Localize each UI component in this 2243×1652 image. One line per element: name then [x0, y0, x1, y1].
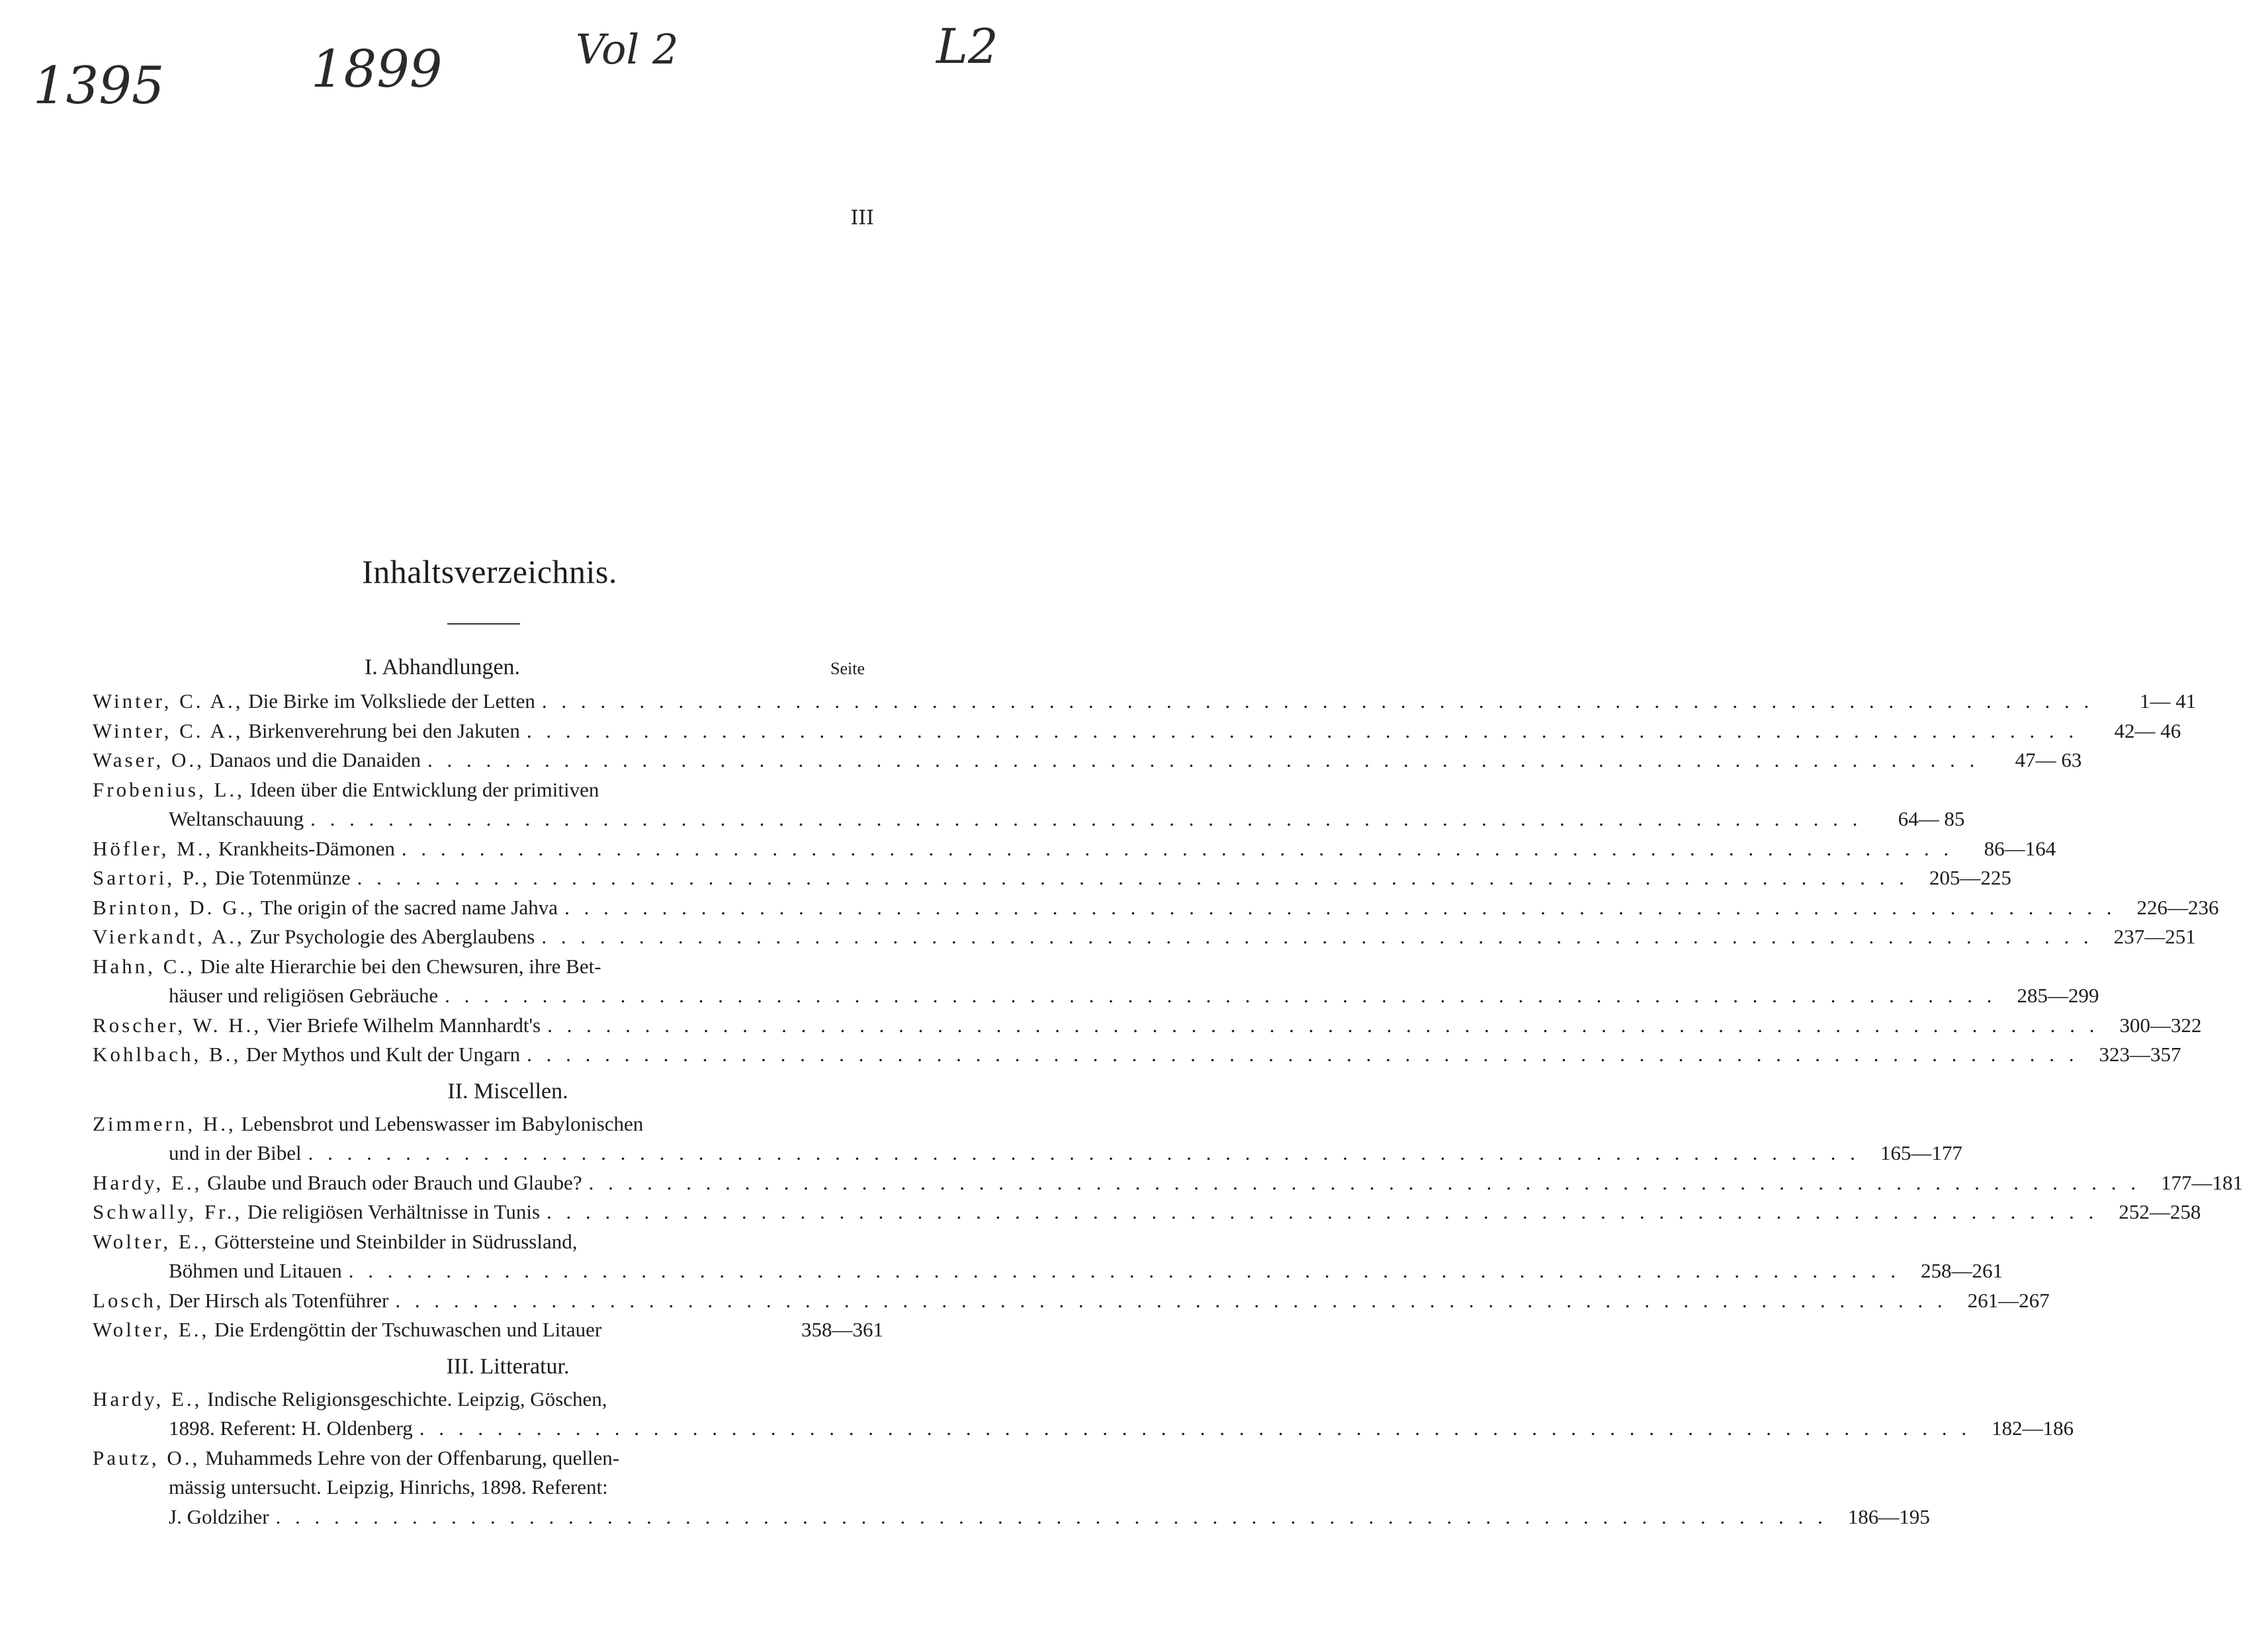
toc-entry — [93, 1385, 2074, 1444]
leader-dots: . . . . . . . . . . . . . . . . . . . . . . . . . . . . . . . . . . . . . . . . . . . . . . . . . . . . . . . . . . . . . . . . . . . . . . . . . . . . . . . . — [541, 925, 2093, 948]
entry-author: Hardy, E., — [93, 1387, 202, 1411]
entry-author: Vierkandt, A., — [93, 925, 245, 948]
entry-title: Böhmen und Litauen — [169, 1259, 342, 1282]
entry-pages: 226—236 — [2136, 895, 2219, 919]
entry-author: Winter, C. A., — [93, 718, 243, 742]
section-heading: II. Miscellen. — [447, 1078, 568, 1104]
leader-dots: . . . . . . . . . . . . . . . . . . . . . . . . . . . . . . . . . . . . . . . . . . . . . . . . . . . . . . . . . . . . . . . . . . . . . . . . . . . . . . . . — [445, 984, 1997, 1007]
entry-author: Frobenius, L., — [93, 777, 245, 801]
toc-entry — [93, 1109, 1962, 1168]
entry-pages: 252—258 — [2119, 1200, 2201, 1223]
entry-title: J. Goldziher — [169, 1504, 269, 1528]
toc-entry — [93, 687, 2197, 717]
entry-author: Losch, — [93, 1288, 164, 1312]
entry-title: Krankheits-Dämonen — [218, 836, 395, 860]
title-rule — [447, 623, 520, 625]
leader-dots: . . . . . . . . . . . . . . . . . . . . . . . . . . . . . . . . . . . . . . . . . . . . . . . . . . . . . . . . . . . . . . . . . . . . . . . . . . . . . . . . — [308, 1141, 1860, 1164]
entry-title: Lebensbrot und Lebenswasser im Babylonischen — [241, 1111, 644, 1135]
entry-title: Göttersteine und Steinbilder in Südrussland, — [214, 1229, 578, 1253]
entry-author: Schwally, Fr., — [93, 1200, 243, 1223]
entry-author: Pautz, O., — [93, 1446, 200, 1469]
entry-pages: 182—186 — [1992, 1416, 2074, 1440]
section-heading-text: I. Abhandlungen. — [364, 655, 521, 679]
entry-author: Winter, C. A., — [93, 689, 243, 713]
entry-title: Indische Religionsgeschichte. Leipzig, Göschen, — [207, 1387, 607, 1411]
entry-pages: 42— 46 — [2114, 718, 2181, 742]
entry-pages: 165—177 — [1880, 1141, 1962, 1164]
toc-entry — [93, 1011, 2202, 1041]
toc-entry — [93, 1040, 2181, 1070]
entry-author: Kohlbach, B., — [93, 1043, 242, 1066]
entry-pages: 358—361 — [801, 1318, 883, 1341]
leader-dots: . . . . . . . . . . . . . . . . . . . . . . . . . . . . . . . . . . . . . . . . . . . . . . . . . . . . . . . . . . . . . . . . . . . . . . . . . . . . . . . . — [275, 1504, 1827, 1528]
entry-title: Glaube und Brauch oder Brauch und Glaube? — [207, 1170, 582, 1194]
toc-entry — [93, 1197, 2201, 1227]
entry-author: Hahn, C., — [93, 954, 195, 978]
entry-title: mässig untersucht. Leipzig, Hinrichs, 1898. Referent: — [169, 1475, 608, 1499]
entry-author: Wolter, E., — [93, 1318, 210, 1341]
leader-dots: . . . . . . . . . . . . . . . . . . . . . . . . . . . . . . . . . . . . . . . . . . . . . . . . . . . . . . . . . . . . . . . . . . . . . . . . . . . . . . . . — [564, 895, 2117, 919]
entry-author: Zimmern, H., — [93, 1111, 236, 1135]
entry-pages: 261—267 — [1967, 1288, 2050, 1312]
entry-title: und in der Bibel — [169, 1141, 302, 1164]
entry-title: häuser und religiösen Gebräuche — [169, 984, 439, 1007]
entry-pages: 177—181 — [2160, 1170, 2243, 1194]
entry-author: Wolter, E., — [93, 1229, 210, 1253]
entry-pages: 258—261 — [1920, 1259, 2003, 1282]
entry-title: Zur Psychologie des Aberglaubens — [249, 925, 535, 948]
entry-pages: 237—251 — [2113, 925, 2196, 948]
entry-pages: 64— 85 — [1898, 807, 1965, 830]
entry-pages: 285—299 — [2017, 984, 2099, 1007]
toc-entry — [93, 1168, 2243, 1198]
toc-entry — [93, 834, 2056, 864]
handwritten-note-1899: 1899 — [311, 40, 443, 99]
entry-pages: 300—322 — [2119, 1013, 2202, 1037]
toc-entry — [93, 746, 2082, 775]
leader-dots: . . . . . . . . . . . . . . . . . . . . . . . . . . . . . . . . . . . . . . . . . . . . . . . . . . . . . . . . . . . . . . . . . . . . . . . . . . . . . . . . — [357, 866, 1909, 889]
entry-title: Der Mythos und Kult der Ungarn — [245, 1043, 521, 1066]
section-heading: III. Litteratur. — [446, 1354, 570, 1379]
entry-title: Vier Briefe Wilhelm Mannhardt's — [266, 1013, 541, 1037]
entry-author: Brinton, D. G., — [93, 895, 255, 919]
page-title: Inhaltsverzeichnis. — [362, 553, 617, 590]
toc-entry — [93, 717, 2181, 746]
toc-entry — [93, 952, 2099, 1011]
toc-entry — [93, 922, 2196, 952]
entry-title: Die alte Hierarchie bei den Chewsuren, ihre Bet- — [200, 954, 601, 978]
entry-pages: 323—357 — [2099, 1043, 2181, 1066]
toc-entry — [93, 893, 2219, 923]
entry-author: Höfler, M., — [93, 836, 214, 860]
entry-title: Birkenverehrung bei den Jakuten — [248, 718, 520, 742]
toc-entry — [93, 775, 1965, 834]
page-number: III — [850, 206, 874, 230]
handwritten-note-vol: Vol 2 — [576, 25, 679, 73]
entry-title: The origin of the sacred name Jahva — [260, 895, 558, 919]
leader-dots: . . . . . . . . . . . . . . . . . . . . . . . . . . . . . . . . . . . . . . . . . . . . . . . . . . . . . . . . . . . . . . . . . . . . . . . . . . . . . . . . — [526, 718, 2079, 742]
entry-pages: 47— 63 — [2015, 748, 2082, 771]
entry-title: Der Hirsch als Totenführer — [169, 1288, 389, 1312]
entry-title: Weltanschauung — [169, 807, 304, 830]
section-heading — [93, 648, 883, 687]
entry-author: Waser, O., — [93, 748, 204, 771]
leader-dots: . . . . . . . . . . . . . . . . . . . . . . . . . . . . . . . . . . . . . . . . . . . . . . . . . . . . . . . . . . . . . . . . . . . . . . . . . . . . . . . . — [401, 836, 1954, 860]
entry-title: Ideen über die Entwicklung der primitiven — [249, 777, 599, 801]
toc-entry — [93, 1444, 1930, 1532]
leader-dots: . . . . . . . . . . . . . . . . . . . . . . . . . . . . . . . . . . . . . . . . . . . . . . . . . . . . . . . . . . . . . . . . . . . . . . . . . . . . . . . . — [427, 748, 1980, 771]
entry-title: Danaos und die Danaiden — [209, 748, 421, 771]
handwritten-note-l2: L2 — [936, 19, 998, 74]
entry-pages: 186—195 — [1847, 1504, 1930, 1528]
leader-dots: . . . . . . . . . . . . . . . . . . . . . . . . . . . . . . . . . . . . . . . . . . . . . . . . . . . . . . . . . . . . . . . . . . . . . . . . . . . . . . . . — [547, 1013, 2099, 1037]
leader-dots: . . . . . . . . . . . . . . . . . . . . . . . . . . . . . . . . . . . . . . . . . . . . . . . . . . . . . . . . . . . . . . . . . . . . . . . . . . . . . . . . — [527, 1043, 2079, 1066]
entry-title: Muhammeds Lehre von der Offenbarung, quellen- — [205, 1446, 620, 1469]
table-of-contents — [93, 648, 2243, 1532]
entry-title: Die Birke im Volksliede der Letten — [248, 689, 535, 713]
leader-dots: . . . . . . . . . . . . . . . . . . . . . . . . . . . . . . . . . . . . . . . . . . . . . . . . . . . . . . . . . . . . . . . . . . . . . . . . . . . . . . . . — [541, 689, 2094, 713]
leader-dots: . . . . . . . . . . . . . . . . . . . . . . . . . . . . . . . . . . . . . . . . . . . . . . . . . . . . . . . . . . . . . . . . . . . . . . . . . . . . . . . . — [395, 1288, 1947, 1312]
toc-entry — [93, 1227, 2003, 1286]
handwritten-note-1395: 1395 — [33, 56, 165, 116]
entry-title: Die religiösen Verhältnisse in Tunis — [247, 1200, 541, 1223]
leader-dots: . . . . . . . . . . . . . . . . . . . . . . . . . . . . . . . . . . . . . . . . . . . . . . . . . . . . . . . . . . . . . . . . . . . . . . . . . . . . . . . . — [348, 1259, 1900, 1282]
entry-title: Die Erdengöttin der Tschuwaschen und Litauer — [214, 1318, 602, 1341]
entry-author: Hardy, E., — [93, 1170, 202, 1194]
leader-dots: . . . . . . . . . . . . . . . . . . . . . . . . . . . . . . . . . . . . . . . . . . . . . . . . . . . . . . . . . . . . . . . . . . . . . . . . . . . . . . . . — [310, 807, 1863, 830]
leader-dots: . . . . . . . . . . . . . . . . . . . . . . . . . . . . . . . . . . . . . . . . . . . . . . . . . . . . . . . . . . . . . . . . . . . . . . . . . . . . . . . . — [419, 1416, 1971, 1440]
seite-label: Seite — [830, 659, 865, 678]
toc-entry — [93, 1315, 883, 1345]
leader-dots: . . . . . . . . . . . . . . . . . . . . . . . . . . . . . . . . . . . . . . . . . . . . . . . . . . . . . . . . . . . . . . . . . . . . . . . . . . . . . . . . — [588, 1170, 2140, 1194]
toc-entry — [93, 863, 2011, 893]
entry-pages: 205—225 — [1929, 866, 2011, 889]
entry-title: Die Totenmünze — [214, 866, 351, 889]
leader-dots: . . . . . . . . . . . . . . . . . . . . . . . . . . . . . . . . . . . . . . . . . . . . . . . . . . . . . . . . . . . . . . . . . . . . . . . . . . . . . . . . — [547, 1200, 2099, 1223]
entry-author: Roscher, W. H., — [93, 1013, 262, 1037]
entry-pages: 86—164 — [1984, 836, 2056, 860]
toc-entry — [93, 1286, 2050, 1316]
entry-author: Sartori, P., — [93, 866, 210, 889]
entry-pages: 1— 41 — [2139, 689, 2197, 713]
entry-title: 1898. Referent: H. Oldenberg — [169, 1416, 413, 1440]
